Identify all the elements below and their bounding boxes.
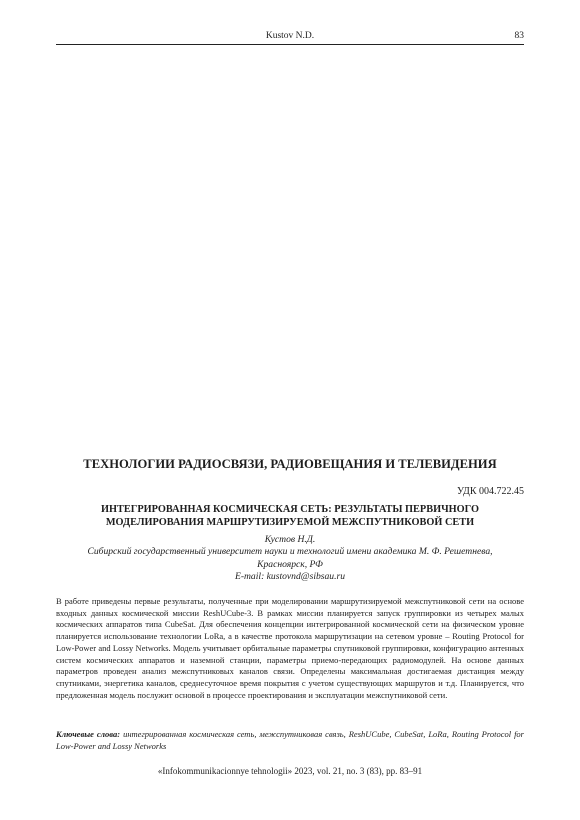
- affiliation-line-1: Сибирский государственный университет науки и технологий имени академика М. Ф. Решетнева,: [87, 546, 493, 558]
- udc-code: УДК 004.722.45: [456, 486, 524, 497]
- running-header: [56, 30, 524, 45]
- affiliation-line-2: Красноярск, РФ: [257, 558, 323, 570]
- author-block: [56, 534, 524, 584]
- page-number: 83: [514, 31, 524, 41]
- article-title-line-1: ИНТЕГРИРОВАННАЯ КОСМИЧЕСКАЯ СЕТЬ: РЕЗУЛЬТАТЫ ПЕРВИЧНОГО: [101, 504, 479, 515]
- keywords: [56, 729, 524, 752]
- keywords-text: интегрированная космическая сеть, межспутниковая связь, ReshUCube, CubeSat, LoRa, Routing Protocol for Low-Power and Lossy Networks: [56, 729, 524, 751]
- keywords-label: Ключевые слова:: [56, 729, 121, 739]
- journal-footer: «Infokommunikacionnye tehnologii» 2023, vol. 21, no. 3 (83), pp. 83–91: [157, 766, 423, 776]
- article-title-line-2: МОДЕЛИРОВАНИЯ МАРШРУТИЗИРУЕМОЙ МЕЖСПУТНИКОВОЙ СЕТИ: [105, 517, 475, 528]
- author-email: E-mail: kustovnd@sibsau.ru: [234, 571, 346, 583]
- section-title: ТЕХНОЛОГИИ РАДИОСВЯЗИ, РАДИОВЕЩАНИЯ И ТЕЛЕВИДЕНИЯ: [83, 457, 497, 471]
- author-name: Кустов Н.Д.: [264, 534, 316, 545]
- abstract: В работе приведены первые результаты, полученные при моделировании маршрутизируемой межспутниковой сети на основе входных данных космической миссии ReshUCube-3. В рамках миссии планируется запуск группировки из четырех малых космических аппаратов типа CubeSat. Для обеспечения концепции интегрированной космической сети на физическом уровне планируется использование технологии LoRa, а в качестве протокола маршрутизации на сетевом уровне – Routing Protocol for Low-Power and Lossy Networks. Модель учитывает орбитальные параметры спутниковой группировки, конфигурацию антенных систем космических аппаратов и наземной станции, параметры приемо-передающих радиомодулей. На основе данных параметров проведен анализ межспутниковых каналов связи. Определены максимальная достигаемая дистанция между спутниками, энергетика каналов, среднесуточное время покрытия с учетом существующих маршрутов и т.д. Планируется, что предложенная модель послужит основой в процессе проектирования и эксплуатации межспутниковой сети.: [56, 596, 524, 700]
- header-author: Kustov N.D.: [265, 31, 315, 41]
- article-title: [56, 503, 524, 529]
